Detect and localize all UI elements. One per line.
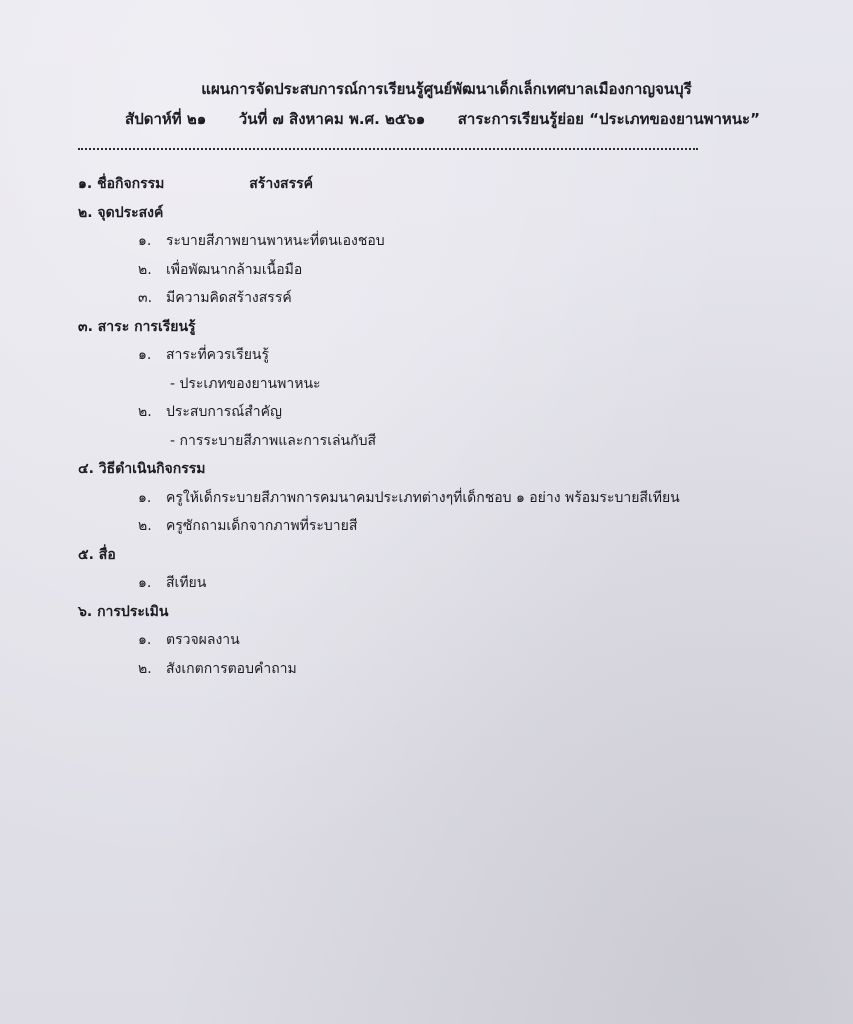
section-activity-name xyxy=(78,170,818,199)
item-text: ระบายสีภาพยานพาหนะที่ตนเองชอบ xyxy=(166,233,385,249)
item-text: สังเกตการตอบคำถาม xyxy=(166,660,297,677)
item-number: ๒. xyxy=(138,261,152,278)
section-objectives: ๒. จุดประสงค์ xyxy=(78,204,164,221)
plan-title: แผนการจัดประสบการณ์การเรียนรู้ศูนย์พัฒนาเด็กเล็กเทศบาลเมืองกาญจนบุรี xyxy=(201,80,692,98)
list-item xyxy=(78,341,818,370)
sub-item: - ประเภทของยานพาหนะ xyxy=(170,375,321,392)
item-number: ๒. xyxy=(138,660,152,677)
sub-item: - การระบายสีภาพและการเล่นกับสี xyxy=(170,432,377,449)
section-media: ๕. สื่อ xyxy=(78,546,116,563)
list-item xyxy=(78,512,818,541)
item-text: ครูให้เด็กระบายสีภาพการคมนาคมประเภทต่างๆที่เด็กชอบ ๑ อย่าง พร้อมระบายสีเทียน xyxy=(166,489,680,506)
list-item xyxy=(78,484,818,513)
document-header xyxy=(0,74,853,134)
item-text: สาระที่ควรเรียนรู้ xyxy=(166,347,270,363)
sub-topic: สาระการเรียนรู้ย่อย “ประเภทของยานพาหนะ” xyxy=(457,110,760,128)
item-number: ๒. xyxy=(138,404,152,420)
section-label: ๑. ชื่อกิจกรรม xyxy=(78,176,165,192)
dotted-divider xyxy=(78,148,698,150)
week-number: สัปดาห์ที่ ๒๑ xyxy=(125,110,207,128)
item-text: สีเทียน xyxy=(166,575,207,591)
list-item xyxy=(78,284,818,313)
item-number: ๑. xyxy=(138,632,152,648)
section-evaluation: ๖. การประเมิน xyxy=(78,603,169,620)
plan-body xyxy=(78,170,818,683)
item-number: ๑. xyxy=(138,575,152,591)
item-text: ตรวจผลงาน xyxy=(166,632,240,648)
item-number: ๒. xyxy=(138,518,152,534)
section-procedure: ๔. วิธีดำเนินกิจกรรม xyxy=(78,461,206,477)
plan-subtitle xyxy=(0,104,853,134)
item-number: ๓. xyxy=(138,290,153,306)
list-item xyxy=(78,655,818,684)
item-text: มีความคิดสร้างสรรค์ xyxy=(166,290,292,306)
item-number: ๑. xyxy=(138,489,152,506)
item-text: เพื่อพัฒนากล้ามเนื้อมือ xyxy=(166,261,303,278)
activity-value: สร้างสรรค์ xyxy=(249,176,314,192)
list-item xyxy=(78,256,818,285)
item-text: ครูซักถามเด็กจากภาพที่ระบายสี xyxy=(166,518,358,534)
item-number: ๑. xyxy=(138,233,152,249)
list-item xyxy=(78,569,818,598)
list-item xyxy=(78,626,818,655)
item-number: ๑. xyxy=(138,347,152,363)
list-item xyxy=(78,227,818,256)
section-learning-content: ๓. สาระ การเรียนรู้ xyxy=(78,318,196,335)
list-item xyxy=(78,398,818,427)
plan-date: วันที่ ๗ สิงหาคม พ.ศ. ๒๕๖๑ xyxy=(238,110,426,128)
item-text: ประสบการณ์สำคัญ xyxy=(166,404,282,420)
